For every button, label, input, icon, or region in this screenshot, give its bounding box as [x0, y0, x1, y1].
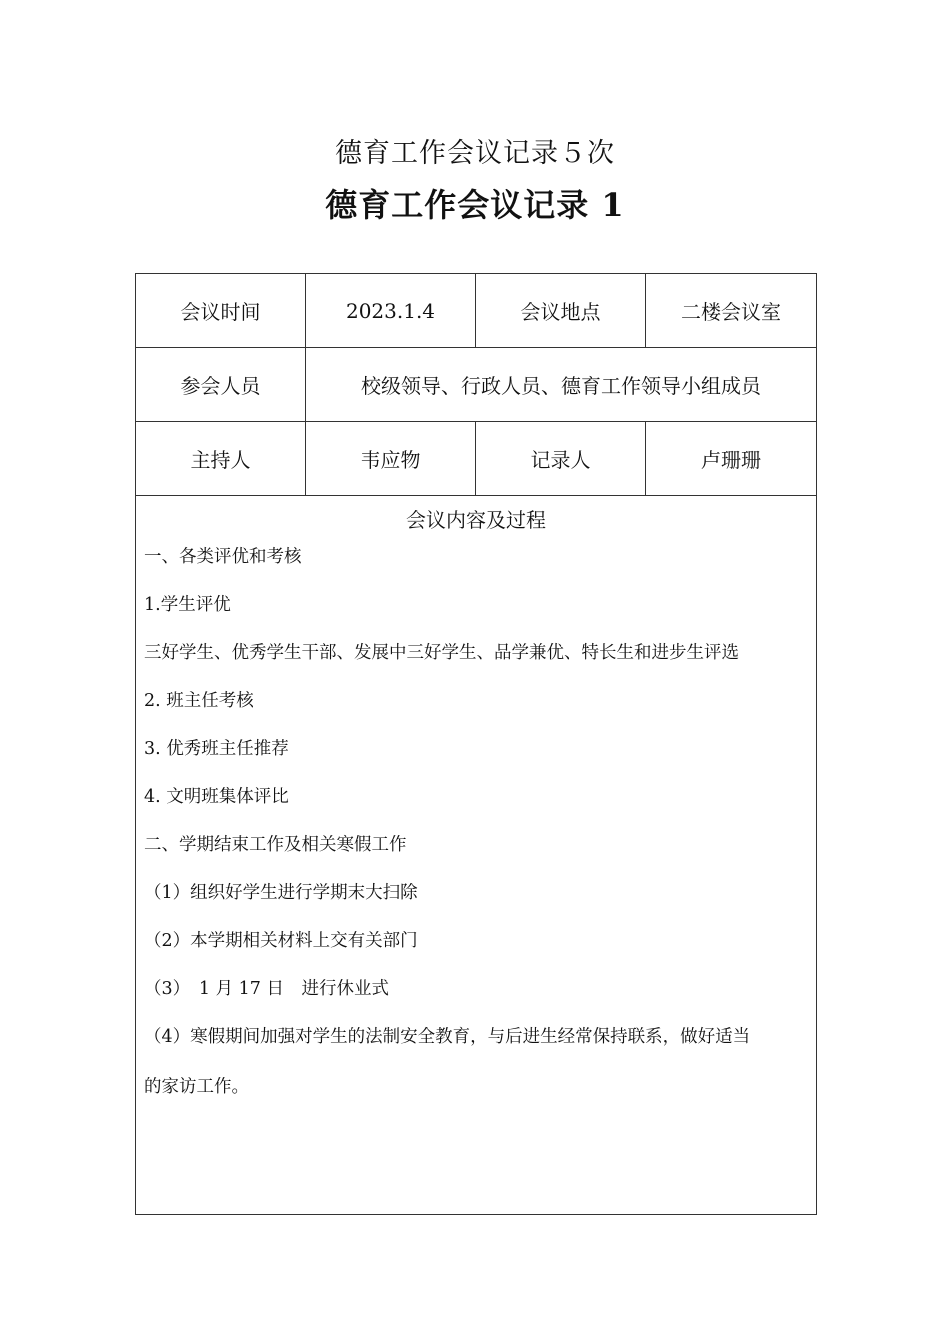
- time-label: 会议时间: [136, 274, 306, 348]
- content-line: 2. 班主任考核: [144, 691, 254, 711]
- host-label: 主持人: [136, 422, 306, 496]
- content-line: 的家访工作。: [144, 1077, 249, 1097]
- row-attendees: [136, 348, 817, 422]
- place-value: 二楼会议室: [646, 274, 817, 348]
- content-line: 3. 优秀班主任推荐: [144, 739, 289, 759]
- content-lines: [136, 537, 816, 1107]
- row-time-place: [136, 274, 817, 348]
- content-line: （3） 1 月 17 日 进行休业式: [144, 979, 389, 999]
- row-host-recorder: [136, 422, 817, 496]
- recorder-value: 卢珊珊: [646, 422, 817, 496]
- attendees-label: 参会人员: [136, 348, 306, 422]
- content-line: （4）寒假期间加强对学生的法制安全教育，与后进生经常保持联系，做好适当: [144, 1027, 751, 1047]
- time-value: 2023.1.4: [306, 274, 476, 348]
- place-label: 会议地点: [476, 274, 646, 348]
- content-line: 三好学生、优秀学生干部、发展中三好学生、品学兼优、特长生和进步生评选: [144, 643, 739, 663]
- content-line: （1）组织好学生进行学期末大扫除: [144, 883, 418, 903]
- content-cell: [136, 496, 817, 1215]
- content-line: 二、学期结束工作及相关寒假工作: [144, 835, 407, 855]
- host-value: 韦应物: [306, 422, 476, 496]
- content-line: 4. 文明班集体评比: [144, 787, 289, 807]
- content-line: 一、各类评优和考核: [144, 547, 302, 567]
- content-line: 1.学生评优: [144, 595, 231, 615]
- recorder-label: 记录人: [476, 422, 646, 496]
- content-heading: 会议内容及过程: [406, 508, 546, 532]
- row-content: [136, 496, 817, 1215]
- meeting-record-table: [135, 273, 817, 1215]
- attendees-value: 校级领导、行政人员、德育工作领导小组成员: [306, 348, 817, 422]
- record-title: 德育工作会议记录 1: [325, 186, 625, 224]
- content-line: （2）本学期相关材料上交有关部门: [144, 931, 418, 951]
- document-title: 德育工作会议记录５次: [335, 138, 615, 169]
